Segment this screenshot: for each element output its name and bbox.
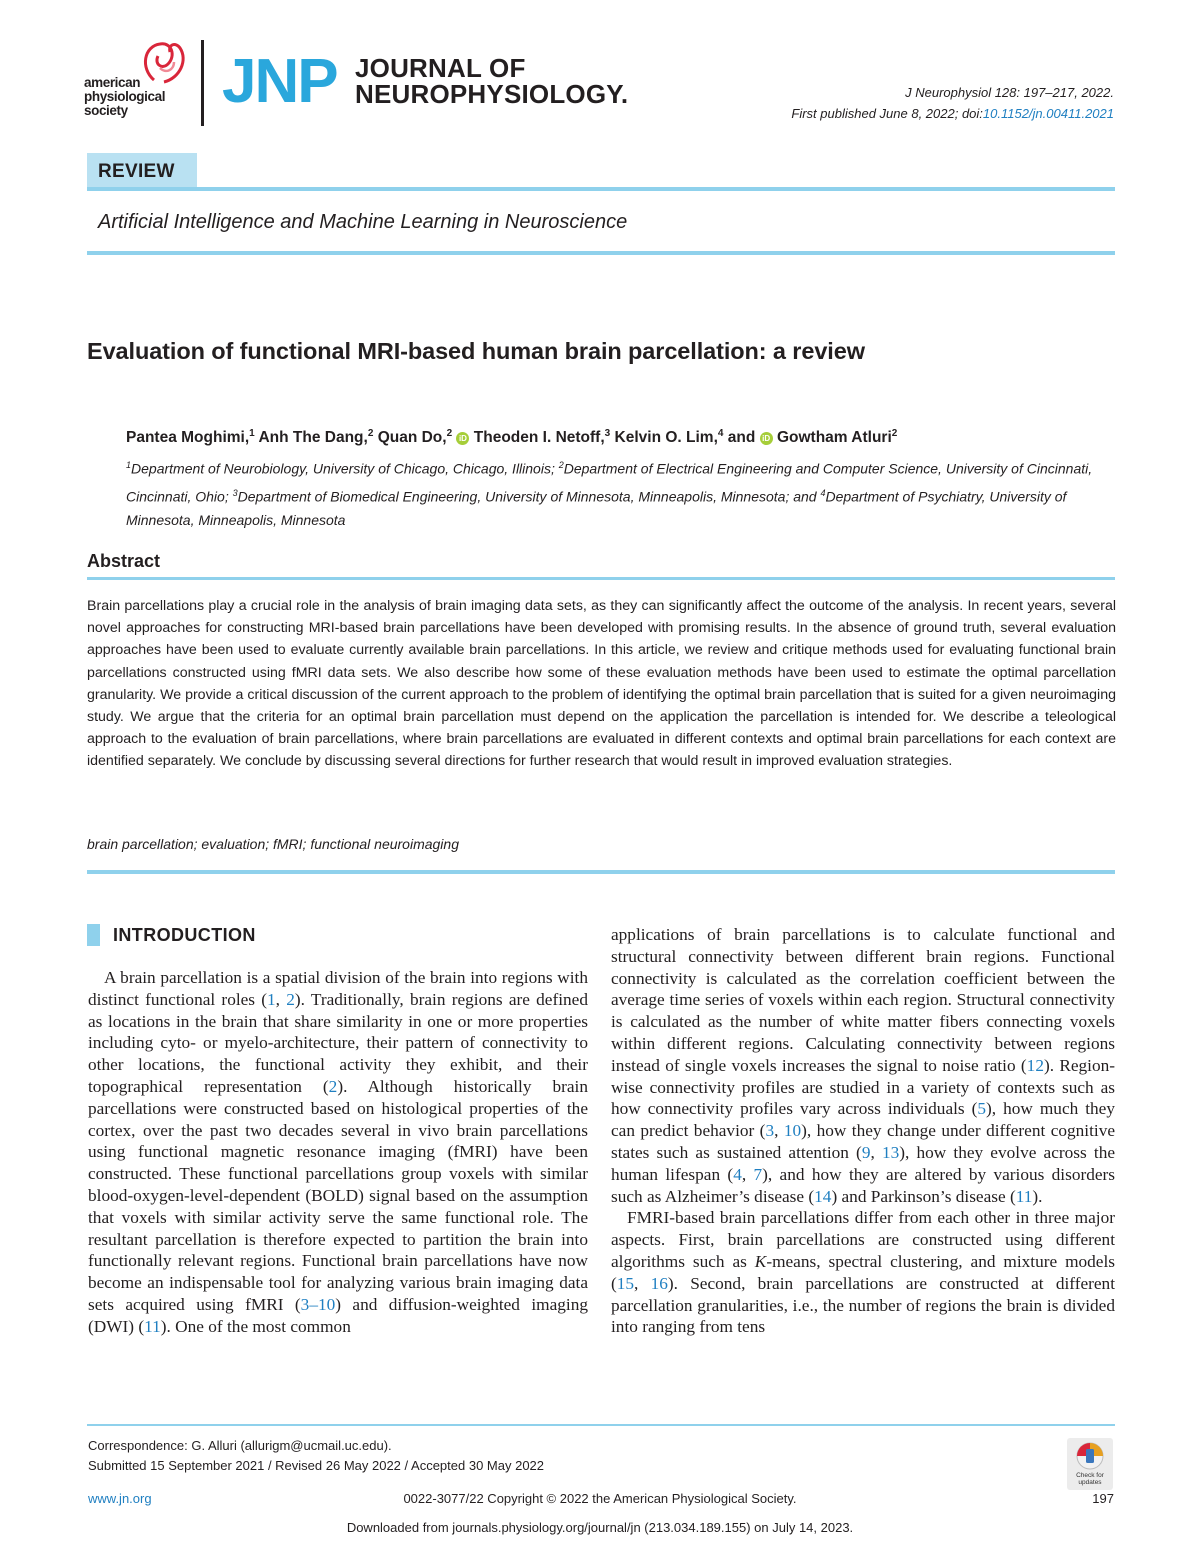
reference-link[interactable]: 12 <box>1026 1055 1044 1075</box>
section-tag-label: REVIEW <box>98 161 175 182</box>
orcid-icon[interactable]: iD <box>760 432 773 445</box>
abstract-text: Brain parcellations play a crucial role in the analysis of brain imaging data sets, as they can significantly affect the outcome of the analysis. In recent years, several novel approaches for constructing MRI-based brain parcellations have been developed with promising results. In the absence of ground truth, several evaluation approaches have been used to evaluate currently available brain parcellations. In this article, we review and critique methods used for evaluating functional brain parcellations constructed using fMRI data sets. We also describe how some of these evaluation methods have been used to estimate the optimal parcellation granularity. We provide a critical discussion of the current approach to the problem of identifying the optimal brain parcellation that is suited for a given neuroimaging study. We argue that the criteria for an optimal brain parcellation must depend on the application the parcellation is intended for. We describe a teleological approach to the evaluation of brain parcellations, where brain parcellations are evaluated in different contexts and optimal brain parcellations for each context are identified separately. We conclude by discussing several directions for further research that would result in improved evaluation strategies. <box>87 598 1116 770</box>
page-number: 197 <box>1092 1491 1114 1506</box>
text-run: , <box>774 1121 784 1141</box>
aps-logo-line: american <box>84 75 141 90</box>
footnotes <box>88 1436 544 1476</box>
section-tag <box>87 153 197 189</box>
text-run: ), how they change under different cognitive states such as sustained attention ( <box>611 1121 1116 1162</box>
intro-heading-marker <box>87 924 100 946</box>
affiliation: Department of Psychiatry, University of Minnesota, Minneapolis, Minnesota <box>126 488 1067 529</box>
reference-link[interactable]: 3–10 <box>300 1294 336 1314</box>
journal-name-line: JOURNAL OF <box>355 53 526 83</box>
citation-published: First published June 8, 2022; doi: <box>791 106 983 121</box>
author-list <box>126 428 897 447</box>
text-run: ). <box>1032 1186 1043 1206</box>
author[interactable]: Anh The Dang,$^2$ <box>258 428 374 447</box>
intro-column-left <box>88 967 588 1338</box>
author[interactable]: Pantea Moghimi,$^1$ <box>126 428 255 447</box>
journal-website-link[interactable]: www.jn.org <box>88 1491 152 1506</box>
reference-link[interactable]: 10 <box>783 1121 802 1141</box>
affiliations: $^1$Department of Neurobiology, University of Chicago, Chicago, Illinois; $^2$Department of Electrical Engineering and Computer Science, University of Cincinnati, Cincinnati, Ohio; $^3$Department of Biomedical Engineering, University of Minnesota, Minneapolis, Minnesota; and $^4$Department of Psychiatry, University of Minnesota, Minneapolis, Minnesota <box>126 460 1093 529</box>
reference-link[interactable]: 14 <box>814 1186 832 1206</box>
reference-link[interactable]: 11 <box>1015 1186 1033 1206</box>
italic-text: K <box>754 1251 767 1271</box>
text-run: applications of brain parcellations is to calculate functional and structural connectivity between different brain regions. Functional connectivity is calculated as the correlation coefficient between the average time series of voxels within each region. Structural connectivity is calculated as the number of white matter fibers connecting voxels within different regions. Calculating connectivity between regions instead of single voxels increases the signal to noise ratio ( <box>611 925 1115 1075</box>
journal-abbrev-logo: JNP <box>222 47 337 116</box>
topic-label: Artificial Intelligence and Machine Learning in Neuroscience <box>98 211 628 233</box>
keywords: brain parcellation; evaluation; fMRI; functional neuroimaging <box>87 836 459 852</box>
copyright: 0022-3077/22 Copyright © 2022 the American Physiological Society. <box>403 1491 797 1506</box>
citation-block <box>791 82 1114 124</box>
download-note: Downloaded from journals.physiology.org/journal/jn (213.034.189.155) on July 14, 2023. <box>346 1520 854 1535</box>
reference-link[interactable]: 13 <box>881 1142 900 1162</box>
header-divider <box>201 40 204 126</box>
reference-link[interactable]: 2 <box>286 989 295 1009</box>
abstract-heading: Abstract <box>87 551 161 571</box>
author[interactable]: Quan Do,$^2$ <box>377 428 453 447</box>
journal-name <box>355 55 628 107</box>
text-run: , <box>275 989 287 1009</box>
topic-rule <box>87 251 1115 255</box>
article-title: Evaluation of functional MRI-based human brain parcellation: a review <box>87 338 865 364</box>
text-run: , <box>741 1164 754 1184</box>
text-run: ) and Parkinson’s disease ( <box>831 1186 1016 1206</box>
text-run: ). Region-wise connectivity profiles are studied in a variety of contexts such as how connectivity profiles vary across individuals ( <box>611 1055 1115 1119</box>
citation-line <box>791 103 1114 124</box>
section-rule <box>87 187 1115 191</box>
keywords-rule <box>87 870 1115 874</box>
submission-dates: Submitted 15 September 2021 / Revised 26 May 2022 / Accepted 30 May 2022 <box>88 1458 545 1473</box>
text-run: ). Although historically brain parcellations were constructed based on histological properties of the cortex, over the past two decades several in vivo brain parcellations using functional magnetic resonance imaging (fMRI) have been constructed. These functional parcellations group voxels with similar blood-oxygen-level-dependent (BOLD) signal based on the assumption that voxels with similar activity serve the same functional role. The resultant parcellation is therefore expected to partition the brain into functionally relevant regions. Functional brain parcellations have now become an indispensable tool for analyzing various brain imaging data sets acquired using fMRI ( <box>88 1076 588 1314</box>
crossmark-badge[interactable] <box>1067 1438 1113 1490</box>
author[interactable]: Gowtham Atluri$^2$ <box>776 428 898 447</box>
reference-link[interactable]: 4 <box>733 1164 742 1184</box>
text-run: FMRI-based brain parcellations differ from each other in three major aspects. First, brain parcellations are constructed using different algorithms such as <box>611 1208 1115 1271</box>
paragraph <box>611 924 1115 1207</box>
reference-link[interactable]: 16 <box>650 1273 668 1293</box>
orcid-icon[interactable]: iD <box>456 432 469 445</box>
text-run: -means, spectral clustering, and mixture models ( <box>611 1251 1115 1293</box>
correspondence: Correspondence: G. Alluri (allurigm@ucmail.uc.edu). <box>88 1438 392 1453</box>
crossmark-label: Check for updates <box>1076 1472 1104 1486</box>
affiliation: Department of Electrical Engineering and Computer Science, University of Cincinnati, Cincinnati, Ohio; <box>126 460 1093 505</box>
paragraph <box>611 1207 1115 1338</box>
reference-link[interactable]: 2 <box>328 1076 338 1096</box>
text-run: ), how they evolve across the human lifespan ( <box>611 1142 1115 1184</box>
intro-heading: INTRODUCTION <box>113 925 256 945</box>
author-conjunction: and <box>727 429 756 447</box>
aps-logo-line: society <box>84 103 128 118</box>
affiliation: Department of Neurobiology, University of Chicago, Chicago, Illinois; <box>131 460 559 477</box>
reference-link[interactable]: 15 <box>616 1273 635 1293</box>
reference-link[interactable]: 7 <box>753 1164 763 1184</box>
author[interactable]: Kelvin O. Lim,$^4$ <box>614 428 724 447</box>
intro-column-right <box>611 924 1115 1338</box>
reference-link[interactable]: 9 <box>861 1142 871 1162</box>
text-run: ). Traditionally, brain regions are defined as locations in the brain that share similarity in one or more properties including cyto- or myelo-architecture, their pattern of connectivity to other locations, the functional activity they exhibit, and their topographical representation ( <box>88 989 588 1096</box>
reference-link[interactable]: 5 <box>977 1099 987 1119</box>
affiliation: Department of Biomedical Engineering, University of Minnesota, Minneapolis, Minnesota; and <box>237 488 821 505</box>
text-run: ). One of the most common <box>160 1316 351 1336</box>
text-run: ), how much they can predict behavior ( <box>611 1099 1115 1141</box>
aps-logo <box>84 38 196 128</box>
footer-rule <box>87 1424 1115 1426</box>
aps-logo-line: physiological <box>84 89 166 104</box>
author[interactable]: Theoden I. Netoff,$^3$ <box>473 428 611 447</box>
text-run: ) and diffusion-weighted imaging (DWI) ( <box>88 1294 588 1336</box>
paragraph <box>88 967 588 1338</box>
text-run: ), and how they are altered by various disorders such as Alzheimer’s disease ( <box>611 1164 1116 1206</box>
reference-link[interactable]: 1 <box>267 989 276 1009</box>
reference-link[interactable]: 11 <box>144 1316 161 1336</box>
abstract-rule <box>87 577 1115 580</box>
text-run: A brain parcellation is a spatial division of the brain into regions with distinct functional roles ( <box>88 968 588 1009</box>
doi-link[interactable]: 10.1152/jn.00411.2021 <box>982 106 1114 121</box>
journal-name-line: NEUROPHYSIOLOGY. <box>355 79 629 109</box>
citation-line: J Neurophysiol 128: 197–217, 2022. <box>905 85 1114 100</box>
reference-link[interactable]: 3 <box>765 1121 775 1141</box>
text-run: , <box>870 1142 882 1162</box>
text-run: , <box>634 1273 651 1293</box>
text-run: ). Second, brain parcellations are constructed at different parcellation granularities, i.e., the number of regions the brain is divided into ranging from tens <box>611 1273 1115 1337</box>
